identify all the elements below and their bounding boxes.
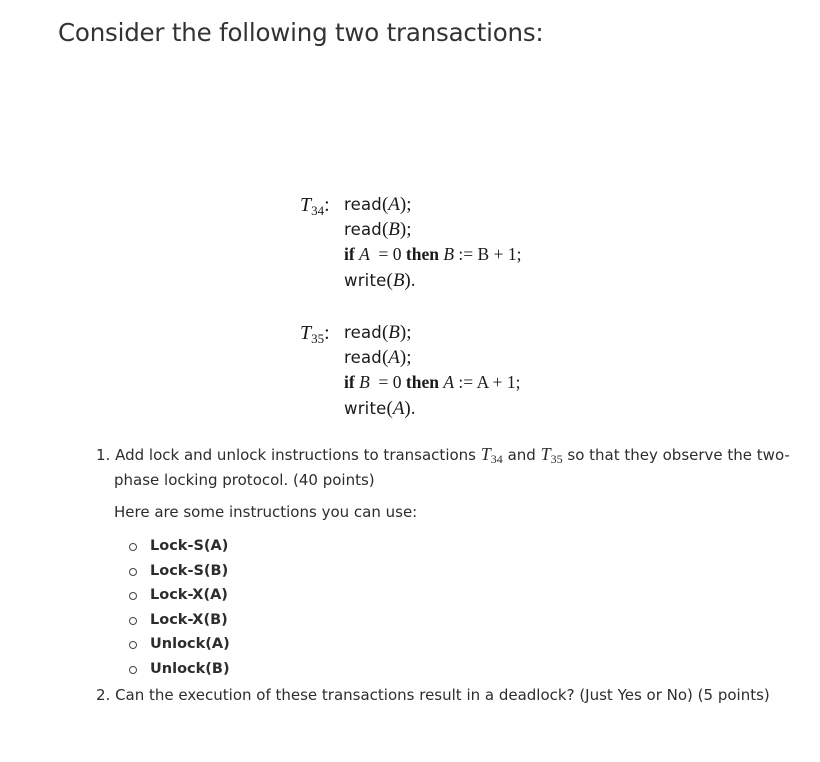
code-line: if A = 0 then B := B + 1; <box>344 244 522 264</box>
list-item: Lock-X(B) <box>128 610 230 635</box>
bullet-icon <box>129 543 137 551</box>
list-item: Unlock(A) <box>128 634 230 659</box>
question-1: 1. Add lock and unlock instructions to transactions $T_{34}$ and $T_{35}$ so that they observe the two- <box>96 444 790 466</box>
transaction-name: $T_{34}$: <box>300 194 330 218</box>
code-line: write(B). <box>344 270 416 291</box>
bullet-icon <box>129 641 137 649</box>
transaction-t34 <box>300 194 620 304</box>
transaction-name: $T_{35}$: <box>300 322 330 346</box>
instructions-intro: Here are some instructions you can use: <box>114 503 418 521</box>
question-1-continuation: phase locking protocol. (40 points) <box>114 471 375 489</box>
list-item: Unlock(B) <box>128 659 230 684</box>
code-line: read(A); <box>344 194 412 215</box>
list-item: Lock-X(A) <box>128 585 230 610</box>
instruction-list <box>128 536 230 684</box>
transaction-t35 <box>300 322 620 432</box>
list-item: Lock-S(A) <box>128 536 230 561</box>
code-line: read(A); <box>344 347 412 368</box>
bullet-icon <box>129 666 137 674</box>
bullet-icon <box>129 568 137 576</box>
code-line: write(A). <box>344 398 416 419</box>
bullet-icon <box>129 617 137 625</box>
page-title: Consider the following two transactions: <box>58 18 544 47</box>
list-item: Lock-S(B) <box>128 561 230 586</box>
bullet-icon <box>129 592 137 600</box>
code-line: read(B); <box>344 322 412 343</box>
question-2: 2. Can the execution of these transactions result in a deadlock? (Just Yes or No) (5 points) <box>96 686 770 704</box>
code-line: if B = 0 then A := A + 1; <box>344 372 521 392</box>
code-line: read(B); <box>344 219 412 240</box>
